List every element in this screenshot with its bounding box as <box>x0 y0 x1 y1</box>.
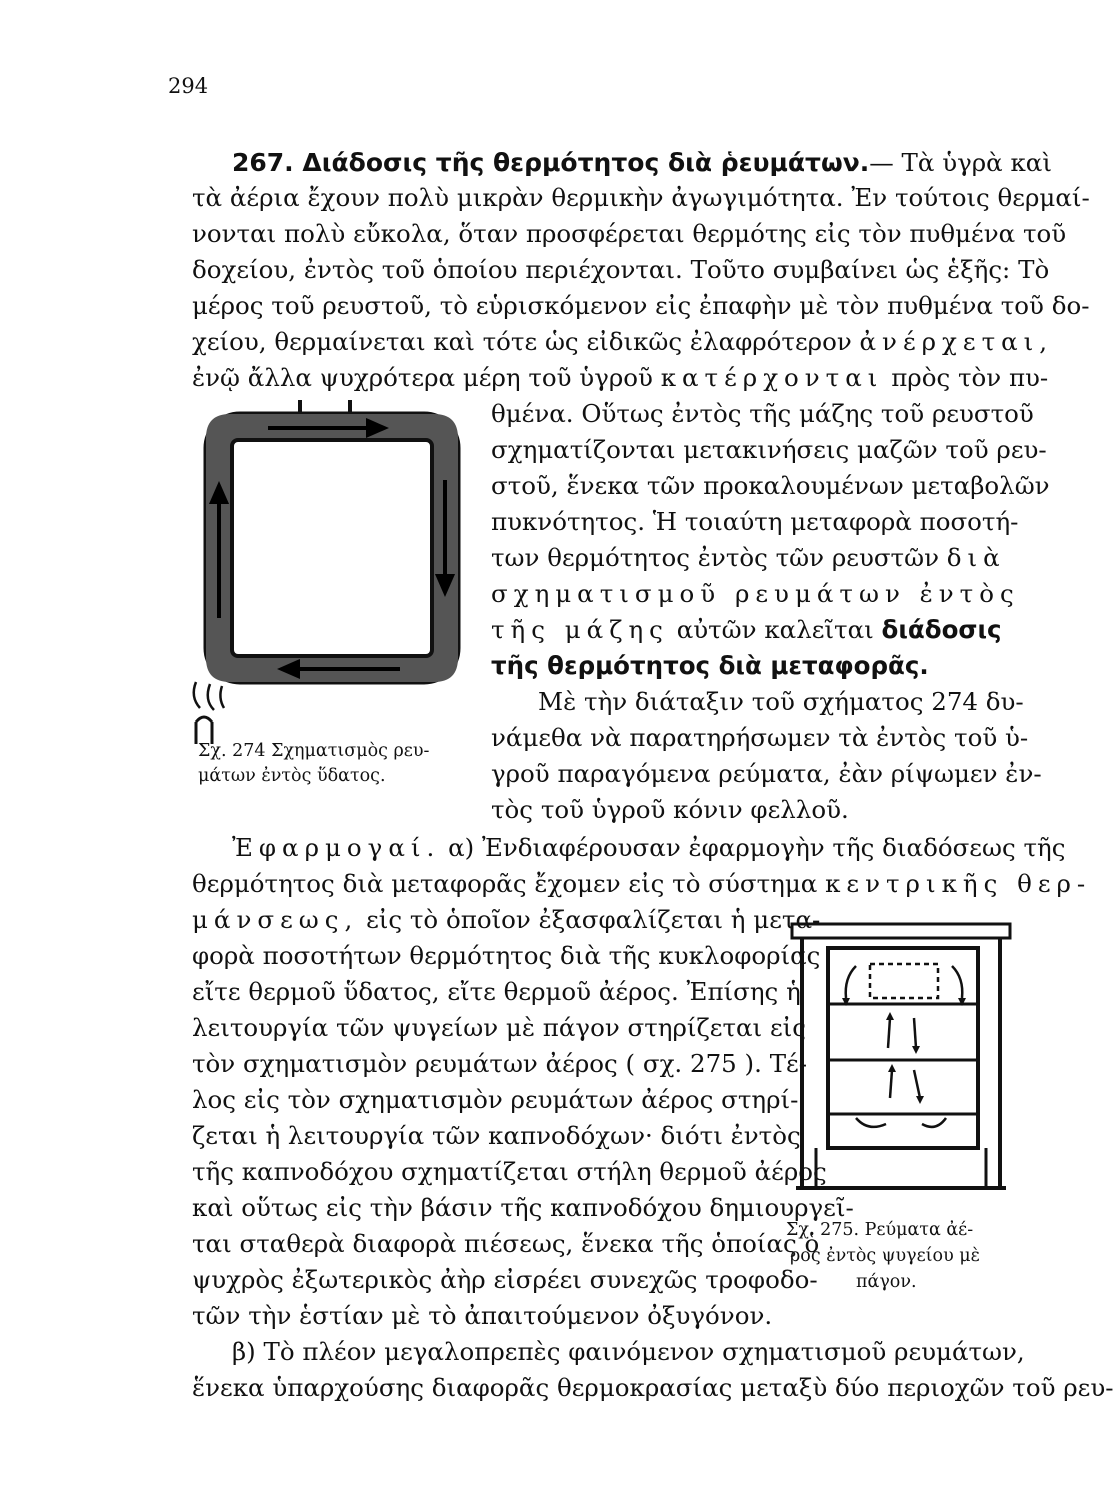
section-heading-line <box>232 150 1052 176</box>
section-title: 267. Διάδοσις τῆς θερμότητος διὰ ῥευμάτων. <box>232 148 870 177</box>
text-run: αὐτῶν καλεῖται <box>676 615 874 644</box>
body-line: καὶ οὕτως εἰς τὴν βάσιν τῆς καπνοδόχου δημιουργεῖ- <box>192 1193 854 1222</box>
body-line: ἕνεκα ὑπαρχούσης διαφορᾶς θερμοκρασίας μεταξὺ δύο περιοχῶν τοῦ ρευ- <box>192 1373 1114 1402</box>
figure-275-caption: Σχ. 275. Ρεύματα ἀέ- <box>786 1220 974 1240</box>
text-run: Τὸ πλέον μεγαλοπρεπὲς φαινόμενον σχηματισμοῦ ρευμάτων, <box>263 1337 1025 1366</box>
item-marker: β) <box>232 1337 256 1366</box>
body-line: πυκνότητος. Ἡ τοιαύτη μεταφορὰ ποσοτή- <box>491 507 1019 536</box>
body-line <box>192 905 821 934</box>
body-line: τῆς καπνοδόχου σχηματίζεται στήλη θερμοῦ ἀέρος <box>192 1157 827 1186</box>
figure-275 <box>786 918 1016 1208</box>
title-dash: — <box>869 148 902 177</box>
body-line-bold: τῆς θερμότητος διὰ μεταφορᾶς. <box>491 651 929 680</box>
text-run: πρὸς τὸν πυ- <box>891 363 1049 392</box>
spaced-word: τῆς μάζης <box>491 615 669 644</box>
item-marker: α) <box>448 833 475 862</box>
applications-label: Ἐφαρμογαί. <box>232 833 441 862</box>
body-line: νάμεθα νὰ παρατηρήσωμεν τὰ ἐντὸς τοῦ ὑ- <box>491 723 1029 752</box>
body-line: Τὰ ὑγρὰ καὶ <box>901 148 1052 177</box>
body-line <box>232 833 1066 862</box>
body-line: ται σταθερὰ διαφορὰ πιέσεως, ἕνεκα τῆς ὁποίας ὁ <box>192 1229 820 1258</box>
text-run: ἐνῷ ἄλλα ψυχρότερα μέρη τοῦ ὑγροῦ <box>192 363 653 392</box>
body-line <box>491 615 1002 644</box>
body-line: γροῦ παραγόμενα ρεύματα, ἐὰν ρίψωμεν ἐν- <box>491 759 1042 788</box>
body-line: φορὰ ποσοτήτων θερμότητος διὰ τῆς κυκλοφορίας <box>192 941 821 970</box>
body-line <box>192 869 1092 898</box>
figure-274-caption: μάτων ἐντὸς ὕδατος. <box>198 766 386 786</box>
spaced-word: μάνσεως, <box>192 905 359 934</box>
body-line: εἴτε θερμοῦ ὕδατος, εἴτε θερμοῦ ἀέρος. Ἐπίσης ἡ <box>192 977 801 1006</box>
figure-275-caption: πάγον. <box>856 1272 917 1292</box>
figure-274 <box>188 392 488 752</box>
body-line <box>192 327 1054 356</box>
body-line: τὸν σχηματισμὸν ρευμάτων ἀέρος ( σχ. 275 ). Τέ- <box>192 1049 808 1078</box>
text-run: εἰς τὸ ὁποῖον ἐξασφαλίζεται ἡ μετα- <box>366 905 821 934</box>
body-line: τὸς τοῦ ὑγροῦ κόνιν φελλοῦ. <box>491 795 849 824</box>
body-line: τὰ ἀέρια ἔχουν πολὺ μικρὰν θερμικὴν ἀγωγιμότητα. Ἐν τούτοις θερμαί- <box>192 183 1090 212</box>
body-line: λειτουργία τῶν ψυγείων μὲ πάγον στηρίζεται εἰς <box>192 1013 806 1042</box>
body-line <box>491 543 1006 572</box>
spaced-word: κεντρικῆς θερ- <box>825 869 1092 898</box>
spaced-word: ἀνέρχεται, <box>859 327 1054 356</box>
body-line: ψυχρὸς ἐξωτερικὸς ἀὴρ εἰσρέει συνεχῶς τροφοδο- <box>192 1265 818 1294</box>
spaced-word: κατέρχονται <box>660 363 884 392</box>
body-line: Μὲ τὴν διάταξιν τοῦ σχήματος 274 δυ- <box>538 687 1024 716</box>
body-line: δοχείου, ἐντὸς τοῦ ὁποίου περιέχονται. Τοῦτο συμβαίνει ὡς ἑξῆς: Τὸ <box>192 255 1050 284</box>
body-line: ζεται ἡ λειτουργία τῶν καπνοδόχων· διότι ἐντὸς <box>192 1121 801 1150</box>
body-line: στοῦ, ἕνεκα τῶν προκαλουμένων μεταβολῶν <box>491 471 1050 500</box>
spaced-word: διὰ <box>946 543 1006 572</box>
text-run: των θερμότητος ἐντὸς τῶν ρευστῶν <box>491 543 939 572</box>
body-line: νονται πολὺ εὔκολα, ὅταν προσφέρεται θερμότης εἰς τὸν πυθμένα τοῦ <box>192 219 1067 248</box>
text-run: Ἐνδιαφέρουσαν ἐφαρμογὴν τῆς διαδόσεως τῆς <box>481 833 1066 862</box>
body-line: θμένα. Οὕτως ἐντὸς τῆς μάζης τοῦ ρευστοῦ <box>491 399 1034 428</box>
body-line <box>192 363 1049 392</box>
text-run: θερμότητος διὰ μεταφορᾶς ἔχομεν εἰς τὸ σύστημα <box>192 869 818 898</box>
icebox-illustration <box>786 918 1016 1208</box>
figure-274-caption: Σχ. 274 Σχηματισμὸς ρευ- <box>198 741 430 761</box>
body-line: μέρος τοῦ ρευστοῦ, τὸ εὑρισκόμενον εἰς ἐπαφὴν μὲ τὸν πυθμένα τοῦ δο- <box>192 291 1090 320</box>
body-line: τῶν τὴν ἑστίαν μὲ τὸ ἀπαιτούμενον ὀξυγόνον. <box>192 1301 773 1330</box>
body-line <box>232 1337 1025 1366</box>
bold-term: διάδοσις <box>881 615 1002 644</box>
body-line: λος εἰς τὸν σχηματισμὸν ρευμάτων ἀέρος στηρί- <box>192 1085 799 1114</box>
page-number: 294 <box>168 74 209 98</box>
body-line: σχηματισμοῦ ρευμάτων ἐντὸς <box>491 579 1020 608</box>
convection-tube-illustration <box>188 392 488 752</box>
body-line: σχηματίζονται μετακινήσεις μαζῶν τοῦ ρευ- <box>491 435 1047 464</box>
figure-275-caption: ρος ἐντὸς ψυγείου μὲ <box>790 1246 981 1266</box>
text-run: χείου, θερμαίνεται καὶ τότε ὡς εἰδικῶς ἐλαφρότερον <box>192 327 852 356</box>
